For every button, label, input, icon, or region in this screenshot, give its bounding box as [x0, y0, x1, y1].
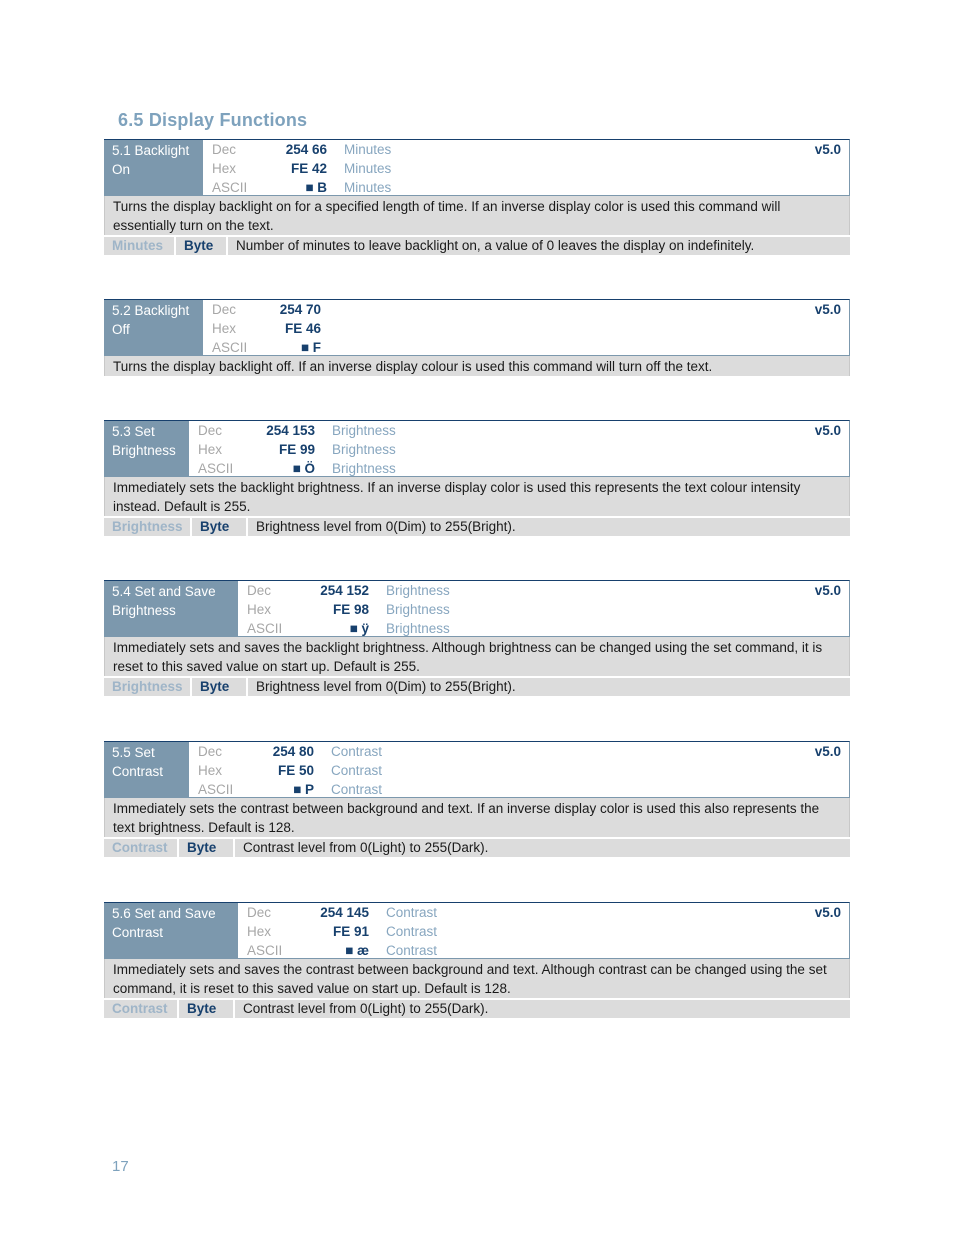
command-description: Immediately sets the backlight brightness. If an inverse display color is used this represents the text colour intensity instead. Default is 255.	[104, 477, 850, 516]
param-row: Contrast Byte Contrast level from 0(Light) to 255(Dark).	[104, 998, 850, 1018]
param-row: Minutes Byte Number of minutes to leave backlight on, a value of 0 leaves the display on indefinitely.	[104, 235, 850, 255]
command-codes: 254 153 FE 99 ■ Ö	[266, 423, 315, 476]
command-codes: 254 152 FE 98 ■ ÿ	[320, 583, 369, 636]
command-params: Contrast Contrast Contrast	[386, 905, 438, 958]
command-params: Brightness Brightness Brightness	[332, 423, 396, 476]
version-badge: v5.0	[814, 423, 841, 438]
version-badge: v5.0	[814, 583, 841, 598]
command-params: Brightness Brightness Brightness	[386, 583, 450, 636]
command-name: 5.4 Set and Save Brightness	[104, 581, 238, 636]
command-params: Minutes Minutes Minutes	[344, 142, 392, 195]
command-name: 5.5 Set Contrast	[104, 742, 189, 797]
command-codes: 254 70 FE 46 ■ F	[279, 302, 321, 355]
command-codes: 254 80 FE 50 ■ P	[272, 744, 314, 797]
command-description: Turns the display backlight on for a specified length of time. If an inverse display color is used this command will essentially turn on the text.	[104, 196, 850, 235]
command-description: Immediately sets and saves the backlight brightness. Although brightness can be changed using the set command, it is reset to this saved value on start up. Default is 255.	[104, 637, 850, 676]
version-badge: v5.0	[814, 905, 841, 920]
command-backlight-on: 5.1 Backlight On Dec Hex ASCII 254 66 FE 42 ■ B Minutes Minutes Minutes v5.0 Turns the display backlight on for a specified length of time. If an inverse display color is used this command will essentially turn on the text. Minutes Byte Number of minutes to leave backlight on, a value of 0 leaves the display on indefinitely.	[104, 139, 850, 255]
command-backlight-off: 5.2 Backlight Off Dec Hex ASCII 254 70 FE 46 ■ F v5.0 Turns the display backlight off. If an inverse display colour is used this command will turn off the text.	[104, 299, 850, 376]
command-name: 5.6 Set and Save Contrast	[104, 903, 238, 958]
command-set-brightness: 5.3 Set Brightness Dec Hex ASCII 254 153 FE 99 ■ Ö Brightness Brightness Brightness v5.0 Immediately sets the backlight brightness. If an inverse display color is used this represents the text colour intensity instead. Default is 255. Brightness Byte Brightness level from 0(Dim) to 255(Bright).	[104, 420, 850, 536]
version-badge: v5.0	[814, 744, 841, 759]
command-set-save-brightness: 5.4 Set and Save Brightness Dec Hex ASCII 254 152 FE 98 ■ ÿ Brightness Brightness Brightness v5.0 Immediately sets and saves the backlight brightness. Although brightness can be changed using the set command, it is reset to this saved value on start up. Default is 255. Brightness Byte Brightness level from 0(Dim) to 255(Bright).	[104, 580, 850, 696]
param-row: Brightness Byte Brightness level from 0(Dim) to 255(Bright).	[104, 676, 850, 696]
command-codes: 254 66 FE 42 ■ B	[285, 142, 327, 195]
command-description: Turns the display backlight off. If an inverse display colour is used this command will turn off the text.	[104, 356, 850, 376]
command-description: Immediately sets the contrast between background and text. If an inverse display color is used this also represents the text brightness. Default is 128.	[104, 798, 850, 837]
param-row: Brightness Byte Brightness level from 0(Dim) to 255(Bright).	[104, 516, 850, 536]
command-description: Immediately sets and saves the contrast between background and text. Although contrast can be changed using the set command, it is reset to this saved value on start up. Default is 128.	[104, 959, 850, 998]
command-set-save-contrast: 5.6 Set and Save Contrast Dec Hex ASCII 254 145 FE 91 ■ æ Contrast Contrast Contrast v5.0 Immediately sets and saves the contrast between background and text. Although contrast can be changed using the set command, it is reset to this saved value on start up. Default is 128. Contrast Byte Contrast level from 0(Light) to 255(Dark).	[104, 902, 850, 1018]
command-set-contrast: 5.5 Set Contrast Dec Hex ASCII 254 80 FE 50 ■ P Contrast Contrast Contrast v5.0 Immediately sets the contrast between background and text. If an inverse display color is used this also represents the text brightness. Default is 128. Contrast Byte Contrast level from 0(Light) to 255(Dark).	[104, 741, 850, 857]
command-name: 5.1 Backlight On	[104, 140, 203, 195]
page-number: 17	[112, 1158, 129, 1175]
param-row: Contrast Byte Contrast level from 0(Light) to 255(Dark).	[104, 837, 850, 857]
version-badge: v5.0	[814, 142, 841, 157]
command-name: 5.3 Set Brightness	[104, 421, 189, 476]
command-params: Contrast Contrast Contrast	[331, 744, 383, 797]
command-codes: 254 145 FE 91 ■ æ	[320, 905, 369, 958]
version-badge: v5.0	[814, 302, 841, 317]
command-name: 5.2 Backlight Off	[104, 300, 203, 355]
section-title: 6.5 Display Functions	[118, 110, 308, 130]
